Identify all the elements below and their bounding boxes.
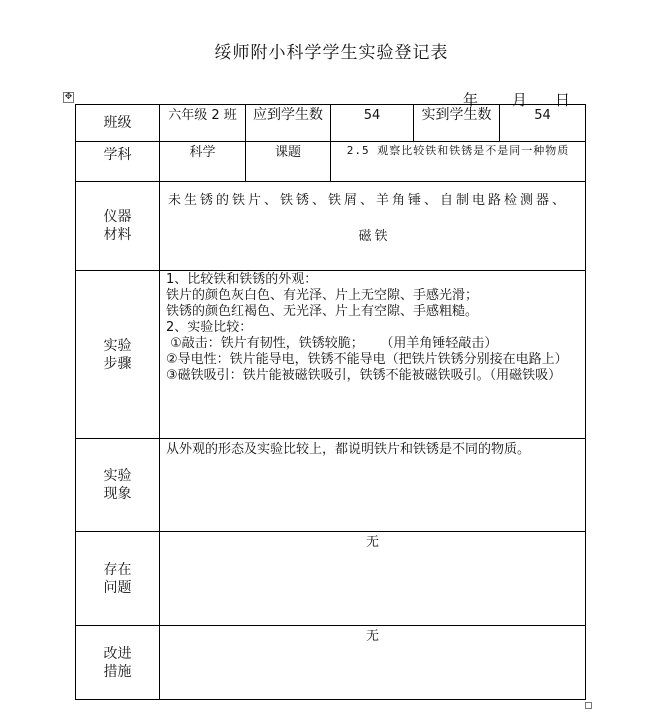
steps-label (76, 271, 160, 439)
step-line: ②导电性：铁片能导电，铁锈不能导电（把铁片铁锈分别接在电路上） (166, 352, 568, 367)
table-row (76, 626, 586, 700)
improvements-value[interactable]: 无 (160, 626, 586, 700)
step-line: ①敲击：铁片有韧性，铁锈较脆； （用羊角锤轻敲击） (166, 336, 498, 351)
step-line: ③磁铁吸引：铁片能被磁铁吸引，铁锈不能被磁铁吸引。（用磁铁吸） (166, 368, 562, 383)
problems-label-line2: 问题 (103, 579, 132, 596)
expected-count-label: 应到学生数 (246, 105, 331, 142)
class-value[interactable]: 六年级 2 班 (160, 105, 246, 142)
equipment-line2: 磁铁 (358, 229, 391, 244)
subject-value[interactable]: 科学 (160, 142, 246, 182)
steps-value[interactable] (160, 271, 586, 439)
actual-count-value[interactable]: 54 (500, 105, 586, 142)
table-row (76, 182, 586, 271)
step-line: 2、实验比较： (166, 320, 253, 335)
date-year: 年 (463, 91, 479, 109)
equipment-label (76, 182, 160, 271)
table-row (76, 271, 586, 439)
table-row (76, 532, 586, 626)
phenomenon-value[interactable]: 从外观的形态及实验比较上，都说明铁片和铁锈是不同的物质。 (160, 439, 586, 532)
steps-label-line1: 实验 (103, 337, 132, 354)
experiment-table (75, 104, 586, 700)
steps-label-line2: 步骤 (103, 355, 132, 372)
move-anchor-icon[interactable]: ✥ (64, 92, 73, 102)
step-line: 铁锈的颜色红褐色、无光泽、片上有空隙、手感粗糙。 (166, 304, 479, 319)
table-row (76, 142, 586, 182)
problems-value[interactable]: 无 (160, 532, 586, 626)
problems-label (76, 532, 160, 626)
date-month: 月 (512, 91, 528, 109)
equipment-label-line2: 材料 (103, 227, 132, 243)
improvements-label-line1: 改进 (103, 645, 132, 662)
table-row (76, 439, 586, 532)
class-label: 班级 (76, 105, 160, 142)
equipment-label-line1: 仪器 (103, 209, 132, 225)
table-resize-handle[interactable] (585, 702, 592, 709)
equipment-value[interactable] (160, 182, 586, 271)
page-title: 绥师附小科学学生实验登记表 (214, 43, 449, 63)
subject-label: 学科 (76, 142, 160, 182)
phenomenon-label-line2: 现象 (103, 486, 132, 502)
phenomenon-label-line1: 实验 (103, 468, 132, 484)
date-day: 日 (555, 91, 571, 109)
actual-count-label: 实到学生数 (414, 105, 500, 142)
equipment-line1: 未生锈的铁片、铁锈、铁屑、羊角锤、自制电路检测器、 (168, 193, 569, 208)
improvements-label-line2: 措施 (103, 663, 132, 680)
table-row (76, 105, 586, 142)
topic-value[interactable]: 2.5 观察比较铁和铁锈是不是同一种物质 (331, 142, 586, 182)
improvements-label (76, 626, 160, 700)
step-line: 铁片的颜色灰白色、有光泽、片上无空隙、手感光滑； (166, 288, 479, 303)
expected-count-value[interactable]: 54 (331, 105, 414, 142)
topic-label: 课题 (246, 142, 331, 182)
problems-label-line1: 存在 (103, 561, 132, 578)
phenomenon-label (76, 439, 160, 532)
step-line: 1、比较铁和铁锈的外观： (166, 272, 318, 287)
